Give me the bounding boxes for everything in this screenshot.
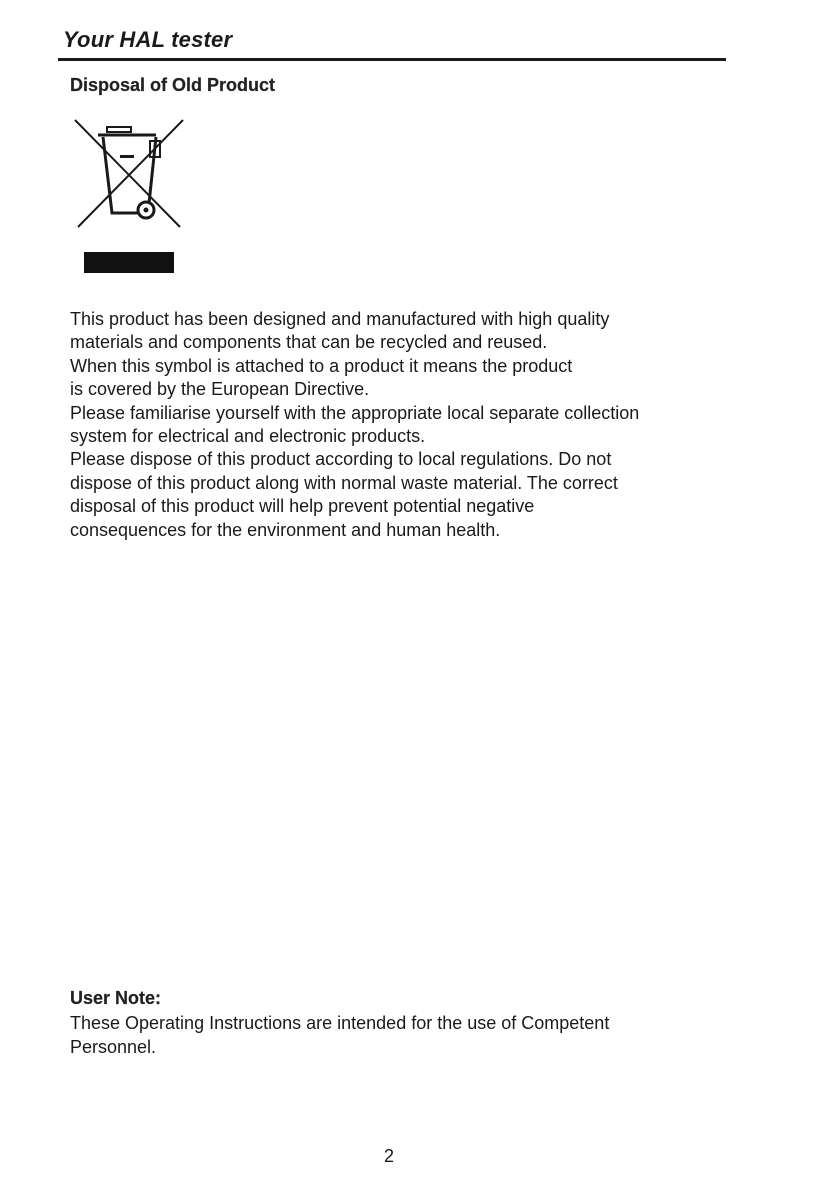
paragraph-line: materials and components that can be recycled and reused. [70,332,548,353]
user-note-heading: User Note: [70,988,162,1008]
page-number: 2 [384,1146,395,1166]
crossed-out-wheelie-bin-icon [72,117,186,275]
user-note-paragraph [70,1011,760,1059]
paragraph-line: When this symbol is attached to a product it means the product [70,355,573,376]
paragraph-line: consequences for the environment and human health. [70,519,501,540]
paragraph-line: This product has been designed and manufactured with high quality [70,309,610,329]
user-note-line: Personnel. [70,1037,157,1057]
paragraph-line: dispose of this product along with normal waste material. The correct [70,472,618,493]
disposal-paragraph [70,308,760,542]
paragraph-line: disposal of this product will help prevent potential negative [70,496,535,517]
user-note-line: These Operating Instructions are intended for the use of Competent [70,1013,610,1033]
paragraph-line: Please dispose of this product according to local regulations. Do not [70,449,612,470]
paragraph-line: Please familiarise yourself with the appropriate local separate collection [70,402,640,423]
paragraph-line: system for electrical and electronic products. [70,426,426,447]
paragraph-line: is covered by the European Directive. [70,379,370,400]
header-divider [58,58,726,61]
disposal-heading: Disposal of Old Product [70,75,276,95]
document-title: Your HAL tester [63,27,233,52]
